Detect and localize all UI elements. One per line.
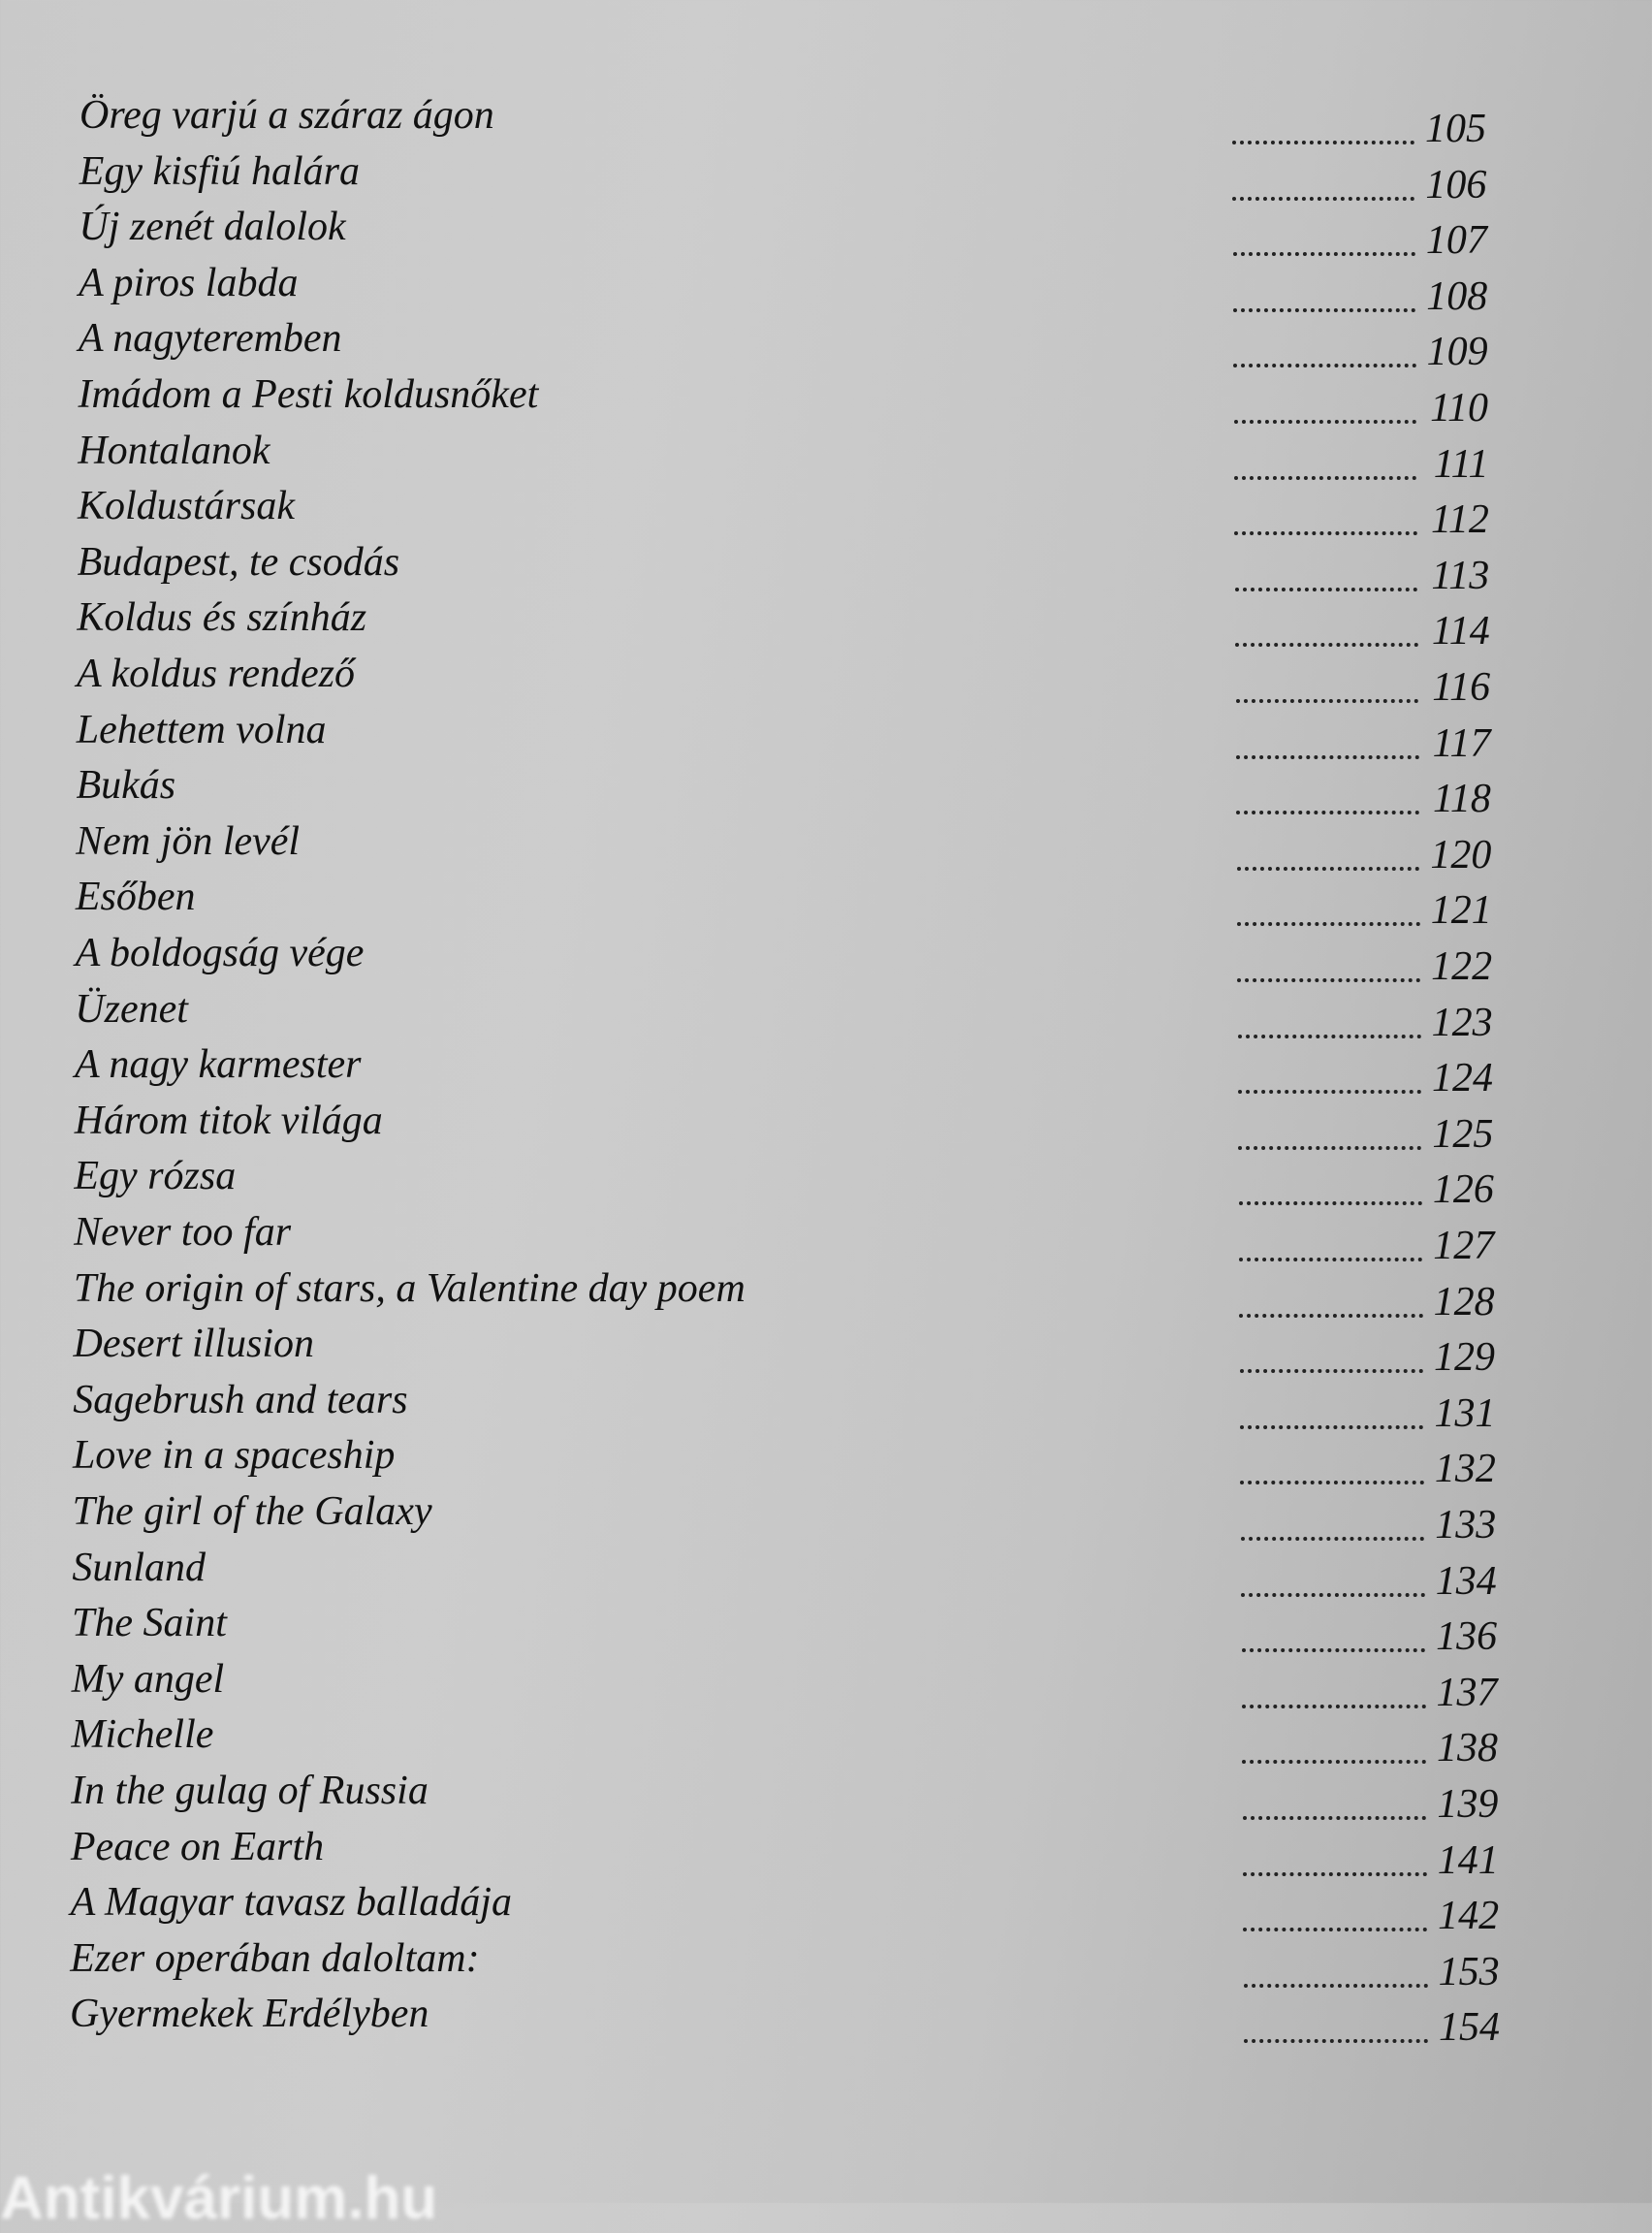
toc-entry-page: 110 bbox=[1430, 386, 1489, 431]
toc-entry-title: A nagyteremben bbox=[78, 316, 342, 362]
toc-leader-dots bbox=[1241, 1537, 1424, 1541]
toc-leader-dots bbox=[1237, 978, 1420, 982]
toc-entry-title: Öreg varjú a száraz ágon bbox=[79, 93, 494, 138]
toc-entry-page: 138 bbox=[1436, 1726, 1498, 1771]
toc-entry-title: Imádom a Pesti koldusnőket bbox=[78, 372, 539, 417]
toc-leader-dots bbox=[1238, 1146, 1421, 1150]
toc-entry-page: 122 bbox=[1431, 944, 1493, 989]
toc-leader-dots bbox=[1239, 1201, 1422, 1205]
toc-entry-title: A boldogság vége bbox=[75, 931, 365, 975]
toc-leader-dots bbox=[1233, 308, 1415, 312]
toc-leader-dots bbox=[1233, 364, 1415, 367]
toc-entry-title: Sagebrush and tears bbox=[73, 1377, 408, 1422]
toc-leader-dots bbox=[1240, 1369, 1423, 1373]
toc-leader-dots bbox=[1234, 531, 1416, 535]
toc-entry-title: Gyermekek Erdélyben bbox=[70, 1992, 429, 2037]
toc-leader-dots bbox=[1243, 1816, 1427, 1820]
toc-entry-page: 131 bbox=[1434, 1390, 1496, 1436]
toc-leader-dots bbox=[1237, 922, 1420, 926]
toc-entry-page: 124 bbox=[1432, 1056, 1493, 1101]
toc-entry-title: In the gulag of Russia bbox=[71, 1769, 429, 1813]
toc-leader-dots bbox=[1234, 420, 1416, 424]
toc-leader-dots bbox=[1240, 1425, 1423, 1429]
toc-entry-page: 133 bbox=[1435, 1503, 1497, 1547]
toc-entry-page: 132 bbox=[1434, 1447, 1496, 1492]
toc-entry-page: 109 bbox=[1426, 330, 1488, 375]
toc-entry-page: 128 bbox=[1433, 1279, 1495, 1324]
toc-entry-title: The girl of the Galaxy bbox=[72, 1489, 432, 1534]
toc-leader-dots bbox=[1236, 699, 1419, 703]
toc-leader-dots bbox=[1244, 2039, 1428, 2043]
toc-entry-title: Sunland bbox=[72, 1545, 206, 1590]
toc-leader-dots bbox=[1236, 811, 1419, 814]
toc-entry-title: Esőben bbox=[75, 875, 196, 920]
toc-leader-dots bbox=[1242, 1648, 1426, 1652]
toc-leader-dots bbox=[1243, 1872, 1427, 1876]
toc-entry-page: 127 bbox=[1433, 1224, 1495, 1268]
toc-entry-page: 134 bbox=[1435, 1558, 1497, 1604]
toc-entry-title: Egy rózsa bbox=[74, 1154, 237, 1199]
toc-entry-title: Egy kisfiú halára bbox=[79, 148, 361, 194]
toc-entry-page: 121 bbox=[1430, 888, 1492, 934]
toc-entry-page: 118 bbox=[1433, 777, 1491, 822]
toc-leader-dots bbox=[1232, 197, 1414, 201]
toc-leader-dots bbox=[1239, 1258, 1422, 1261]
toc-entry-title: Három titok világa bbox=[74, 1098, 383, 1143]
toc-entry-title: Koldustársak bbox=[77, 484, 295, 529]
toc-entry-page: 154 bbox=[1439, 2005, 1500, 2051]
toc-entry-title: The Saint bbox=[72, 1601, 227, 1646]
toc-entry-page: 153 bbox=[1438, 1949, 1500, 1994]
toc-entry-page: 108 bbox=[1426, 273, 1488, 319]
toc-entry-title: My angel bbox=[71, 1656, 225, 1702]
toc-entry-page: 126 bbox=[1432, 1167, 1494, 1213]
toc-entry-page: 137 bbox=[1436, 1670, 1498, 1715]
toc-entry-page: 106 bbox=[1425, 162, 1487, 207]
toc-entry-page: 125 bbox=[1432, 1111, 1494, 1157]
toc-entry-title: Budapest, te csodás bbox=[77, 539, 400, 585]
toc-entry-page: 139 bbox=[1437, 1782, 1499, 1827]
toc-entry-page: 123 bbox=[1431, 1000, 1493, 1045]
toc-leader-dots bbox=[1243, 1928, 1427, 1931]
toc-entry-title: Michelle bbox=[71, 1712, 214, 1758]
toc-entry-page: 112 bbox=[1430, 497, 1489, 543]
toc-entry-page: 129 bbox=[1434, 1335, 1496, 1381]
toc-leader-dots bbox=[1236, 755, 1419, 759]
toc-leader-dots bbox=[1234, 476, 1416, 480]
toc-leader-dots bbox=[1238, 1090, 1421, 1094]
toc-entry-title: Új zenét dalolok bbox=[79, 205, 346, 250]
toc-entry-title: Lehettem volna bbox=[76, 707, 327, 752]
toc-entry-title: Desert illusion bbox=[73, 1322, 315, 1367]
toc-leader-dots bbox=[1235, 643, 1418, 647]
toc-entry-page: 105 bbox=[1425, 107, 1486, 151]
toc-leader-dots bbox=[1232, 141, 1414, 144]
toc-leader-dots bbox=[1241, 1593, 1425, 1597]
toc-entry-page: 113 bbox=[1431, 553, 1490, 598]
toc-entry-title: A koldus rendező bbox=[77, 652, 356, 696]
toc-entry-title: Love in a spaceship bbox=[72, 1433, 396, 1479]
toc-entry-title: Peace on Earth bbox=[70, 1824, 325, 1869]
toc-entry-page: 117 bbox=[1432, 720, 1491, 766]
toc-entry-page: 111 bbox=[1433, 441, 1489, 487]
toc-leader-dots bbox=[1244, 1984, 1428, 1988]
toc-leader-dots bbox=[1242, 1760, 1426, 1764]
toc-entry-title: Bukás bbox=[76, 763, 176, 809]
toc-leader-dots bbox=[1242, 1705, 1426, 1708]
toc-entry-page: 142 bbox=[1438, 1894, 1500, 1939]
toc-leader-dots bbox=[1237, 867, 1420, 871]
toc-entry-title: Hontalanok bbox=[78, 428, 270, 473]
toc-entry-title: The origin of stars, a Valentine day poem bbox=[73, 1265, 746, 1311]
toc-entry-page: 136 bbox=[1436, 1614, 1498, 1660]
toc-leader-dots bbox=[1235, 588, 1417, 591]
toc-entry-page: 120 bbox=[1430, 832, 1492, 877]
toc-entry-page: 114 bbox=[1431, 609, 1490, 654]
toc-entry-title: A Magyar tavasz balladája bbox=[70, 1880, 512, 1926]
toc-entry-title: A piros labda bbox=[79, 260, 299, 305]
toc-entry-page: 107 bbox=[1425, 218, 1487, 264]
toc-entry-page: 141 bbox=[1437, 1837, 1499, 1883]
watermark: Antikvárium.hu bbox=[0, 2165, 438, 2232]
toc-entry-page: 116 bbox=[1432, 665, 1491, 710]
toc-leader-dots bbox=[1239, 1314, 1422, 1318]
toc-entry-title: Koldus és színház bbox=[77, 595, 367, 641]
toc-entry-title: A nagy karmester bbox=[75, 1042, 362, 1088]
toc-leader-dots bbox=[1240, 1481, 1423, 1484]
toc-entry-title: Ezer operában daloltam: bbox=[70, 1935, 480, 1981]
toc-entry-title: Üzenet bbox=[75, 986, 188, 1032]
toc-entry-title: Nem jön levél bbox=[76, 818, 301, 864]
toc-entry-title: Never too far bbox=[74, 1210, 292, 1255]
toc-leader-dots bbox=[1238, 1035, 1421, 1038]
toc-leader-dots bbox=[1233, 252, 1415, 256]
